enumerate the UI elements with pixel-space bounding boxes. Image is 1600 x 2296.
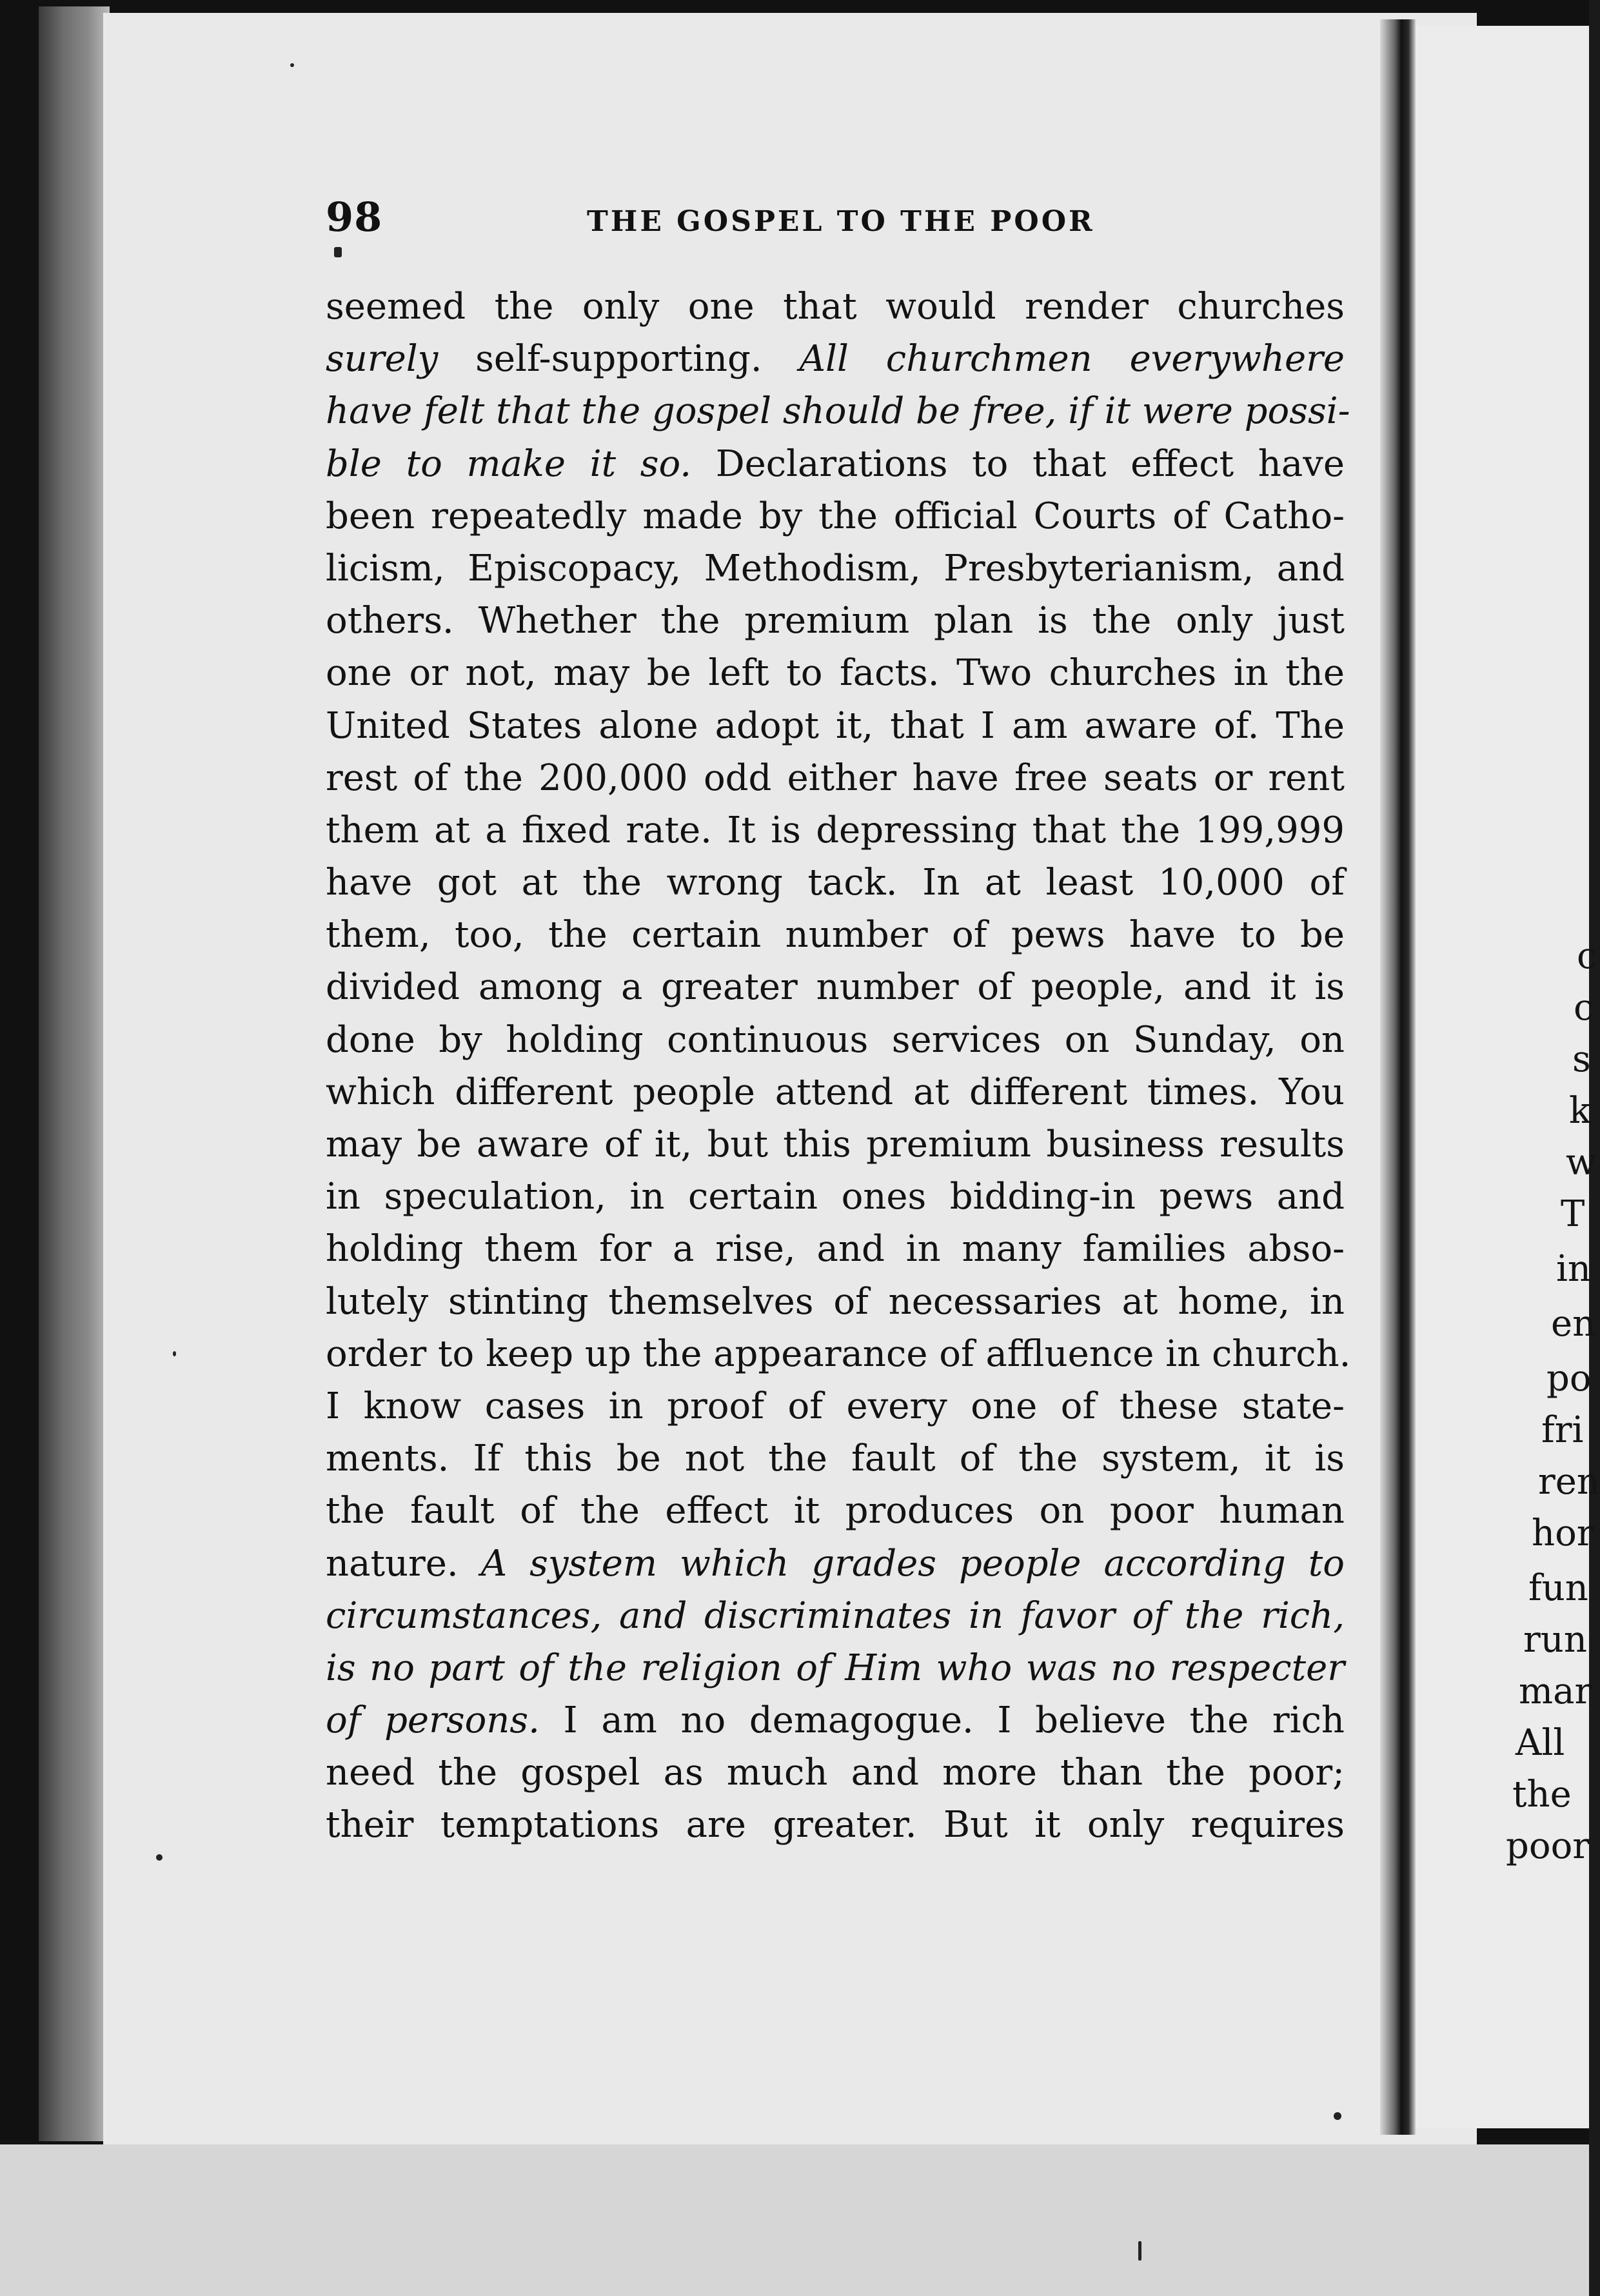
- text-line: [326, 1171, 1345, 1223]
- text-run: rest of the 200,000 odd either have free seats or rent: [326, 757, 1345, 799]
- italic-text: of persons.: [326, 1699, 540, 1742]
- facing-page-fragment: s: [1572, 1038, 1591, 1080]
- text-run: divided among a greater number of people, and it is: [326, 966, 1345, 1009]
- facing-page-fragment: hor: [1532, 1512, 1594, 1554]
- text-line: [326, 1328, 1351, 1380]
- text-line: [326, 1223, 1345, 1275]
- text-run: ments. If this be not the fault of the system, it is: [326, 1438, 1345, 1480]
- facing-page-fragment: po: [1546, 1358, 1592, 1400]
- text-run: licism, Episcopacy, Methodism, Presbyterianism, and: [326, 547, 1345, 589]
- running-head: THE GOSPEL TO THE POOR: [587, 205, 1095, 238]
- text-line: [326, 490, 1345, 542]
- text-run: self-supporting.: [438, 338, 800, 381]
- text-line: [326, 438, 1345, 490]
- text-line: [326, 1066, 1345, 1118]
- scan-speck: [1334, 2112, 1341, 2120]
- text-run: the fault of the effect it produces on poor human: [326, 1490, 1345, 1532]
- italic-text: circumstances, and discriminates in favor of the rich,: [326, 1594, 1345, 1637]
- italic-text: All churchmen everywhere: [799, 338, 1345, 381]
- scan-speck: [156, 1854, 163, 1861]
- text-line: [326, 1799, 1345, 1851]
- text-line: [326, 333, 1345, 385]
- text-line: [326, 542, 1345, 595]
- text-line: [326, 909, 1345, 961]
- italic-text: ble to make it so.: [326, 442, 692, 485]
- facing-page-fragment: T: [1561, 1193, 1585, 1235]
- italic-text: surely: [326, 338, 439, 381]
- text-line: [326, 752, 1345, 804]
- scan-speck: [173, 1351, 176, 1356]
- text-line: [326, 1590, 1345, 1642]
- text-run: I am no demagogue. I believe the rich: [539, 1699, 1345, 1742]
- facing-page-fragment: in: [1556, 1248, 1591, 1290]
- body-text: [326, 281, 1351, 1852]
- facing-page-fragment: w: [1566, 1142, 1597, 1183]
- facing-page-fragment: poor: [1506, 1825, 1590, 1867]
- facing-page-fragment: All: [1516, 1722, 1565, 1764]
- text-run: them at a fixed rate. It is depressing that the 199,999: [326, 809, 1345, 851]
- italic-text: is no part of the religion of Him who was no respecter: [326, 1647, 1345, 1689]
- gutter-shadow: [1380, 19, 1416, 2135]
- text-line: [326, 1485, 1345, 1537]
- text-run: lutely stinting themselves of necessaries at home, in: [326, 1280, 1345, 1323]
- text-run: others. Whether the premium plan is the only just: [326, 600, 1345, 642]
- text-run: holding them for a rise, and in many families abso-: [326, 1228, 1345, 1271]
- text-run: need the gospel as much and more than the poor;: [326, 1752, 1345, 1794]
- text-line: [326, 804, 1345, 856]
- text-run: may be aware of it, but this premium business results: [326, 1123, 1345, 1165]
- book-binding-edge: [39, 6, 110, 2141]
- text-run: which different people attend at different times. You: [326, 1071, 1345, 1113]
- text-line: [326, 595, 1345, 647]
- text-run: United States alone adopt it, that I am aware of. The: [326, 704, 1345, 747]
- text-run: have got at the wrong tack. In at least 10,000 of: [326, 862, 1345, 904]
- facing-page-fragment: ren: [1538, 1461, 1600, 1503]
- text-line: [326, 647, 1345, 699]
- text-run: nature.: [326, 1542, 481, 1585]
- text-run: one or not, may be left to facts. Two churches in the: [326, 652, 1345, 695]
- text-run: in speculation, in certain ones bidding-in pews and: [326, 1176, 1345, 1218]
- text-line: [326, 281, 1345, 333]
- text-line: [326, 1538, 1345, 1590]
- text-line: [326, 700, 1345, 752]
- text-run: seemed the only one that would render churches: [326, 286, 1345, 328]
- text-line: [326, 1380, 1345, 1432]
- text-run: done by holding continuous services on Sunday, on: [326, 1018, 1345, 1061]
- facing-page-fragment: run: [1523, 1619, 1587, 1661]
- text-line: [326, 1694, 1345, 1747]
- facing-page-fragment: en: [1551, 1303, 1596, 1345]
- facing-page-fragment: mar: [1519, 1670, 1592, 1712]
- text-run: Declarations to that effect have: [691, 442, 1345, 485]
- text-run: order to keep up the appearance of affluence in church.: [326, 1332, 1351, 1375]
- facing-page-fragment: c: [1574, 987, 1594, 1029]
- text-run: I know cases in proof of every one of these state-: [326, 1385, 1345, 1427]
- facing-page-fragment: fri: [1541, 1409, 1584, 1451]
- facing-page-fragment: k: [1569, 1090, 1591, 1132]
- text-line: [326, 1014, 1345, 1066]
- scan-bottom-margin: [0, 2144, 1589, 2296]
- scan-speck: [334, 247, 342, 257]
- text-run: been repeatedly made by the official Courts of Catho-: [326, 495, 1345, 537]
- text-line: [326, 385, 1350, 437]
- text-line: [326, 856, 1345, 909]
- page-header: [326, 193, 1345, 252]
- text-run: their temptations are greater. But it only requires: [326, 1804, 1345, 1846]
- text-line: [326, 961, 1345, 1013]
- page-number: 98: [326, 193, 383, 241]
- text-line: [326, 1747, 1345, 1799]
- text-line: [326, 1432, 1345, 1485]
- facing-page-fragment: fun: [1528, 1567, 1588, 1609]
- scan-speck: [290, 63, 294, 67]
- facing-page-fragment: c: [1577, 935, 1597, 977]
- text-line: [326, 1276, 1345, 1328]
- facing-page-fragment: the: [1512, 1774, 1572, 1816]
- scan-speck: [1138, 2241, 1141, 2261]
- italic-text: have felt that the gospel should be free, if it were possi-: [326, 390, 1350, 433]
- text-line: [326, 1642, 1345, 1694]
- italic-text: A system which grades people according to: [480, 1542, 1345, 1585]
- text-run: them, too, the certain number of pews have to be: [326, 914, 1345, 956]
- text-line: [326, 1118, 1345, 1171]
